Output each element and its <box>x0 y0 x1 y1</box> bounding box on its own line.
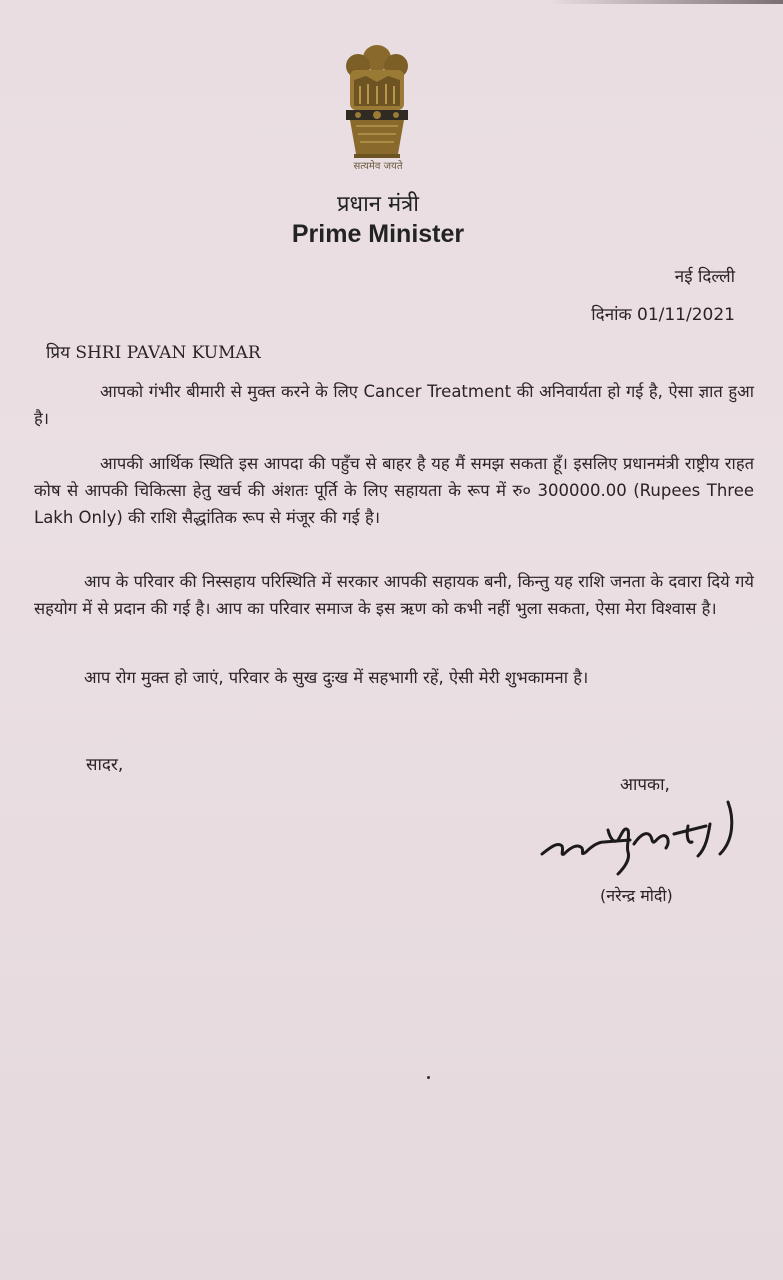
ink-speck <box>427 1076 430 1079</box>
body-paragraph-3: आप के परिवार की निस्सहाय परिस्थिति में सरकार आपकी सहायक बनी, किन्तु यह राशि जनता के दवारा दिये गये सहयोग में से प्रदान की गई है। आप का परिवार समाज के इस ऋण को कभी नहीं भुला सकता, ऐसा मेरा विश्वास है। <box>34 572 754 618</box>
page-edge-shadow <box>0 0 783 4</box>
body-paragraph-2: आपकी आर्थिक स्थिति इस आपदा की पहुँच से बाहर है यह मैं समझ सकता हूँ। इसलिए प्रधानमंत्री राष्ट्रीय राहत कोष से आपकी चिकित्सा हेतु खर्च की अंशतः पूर्ति के लिए सहायता के रूप में रु० 300000.00 (Rupees Three Lakh Only) की राशि सैद्धांतिक रूप से मंजूर की गई है। <box>34 454 754 527</box>
letterhead-title-english: Prime Minister <box>291 220 465 248</box>
letterhead-title-hindi: प्रधान मंत्री <box>337 192 419 217</box>
salutation: प्रिय SHRI PAVAN KUMAR <box>46 343 261 363</box>
signatory-name: (नरेन्द्र मोदी) <box>600 886 673 905</box>
body-paragraph-4: आप रोग मुक्त हो जाएं, परिवार के सुख दुःख में सहभागी रहें, ऐसी मेरी शुभकामना है। <box>84 668 589 687</box>
body-paragraph-1: आपको गंभीर बीमारी से मुक्त करने के लिए Cancer Treatment की अनिवार्यता हो गई है, ऐसा ज्ञात हुआ है। <box>34 382 754 428</box>
emblem-motto: सत्यमेव जयते <box>353 161 403 172</box>
state-emblem-icon <box>336 36 418 176</box>
date: दिनांक 01/11/2021 <box>591 305 735 325</box>
closing: सादर, <box>86 755 124 775</box>
place: नई दिल्ली <box>674 267 735 287</box>
handwritten-signature <box>538 796 748 876</box>
yours: आपका, <box>620 775 670 795</box>
